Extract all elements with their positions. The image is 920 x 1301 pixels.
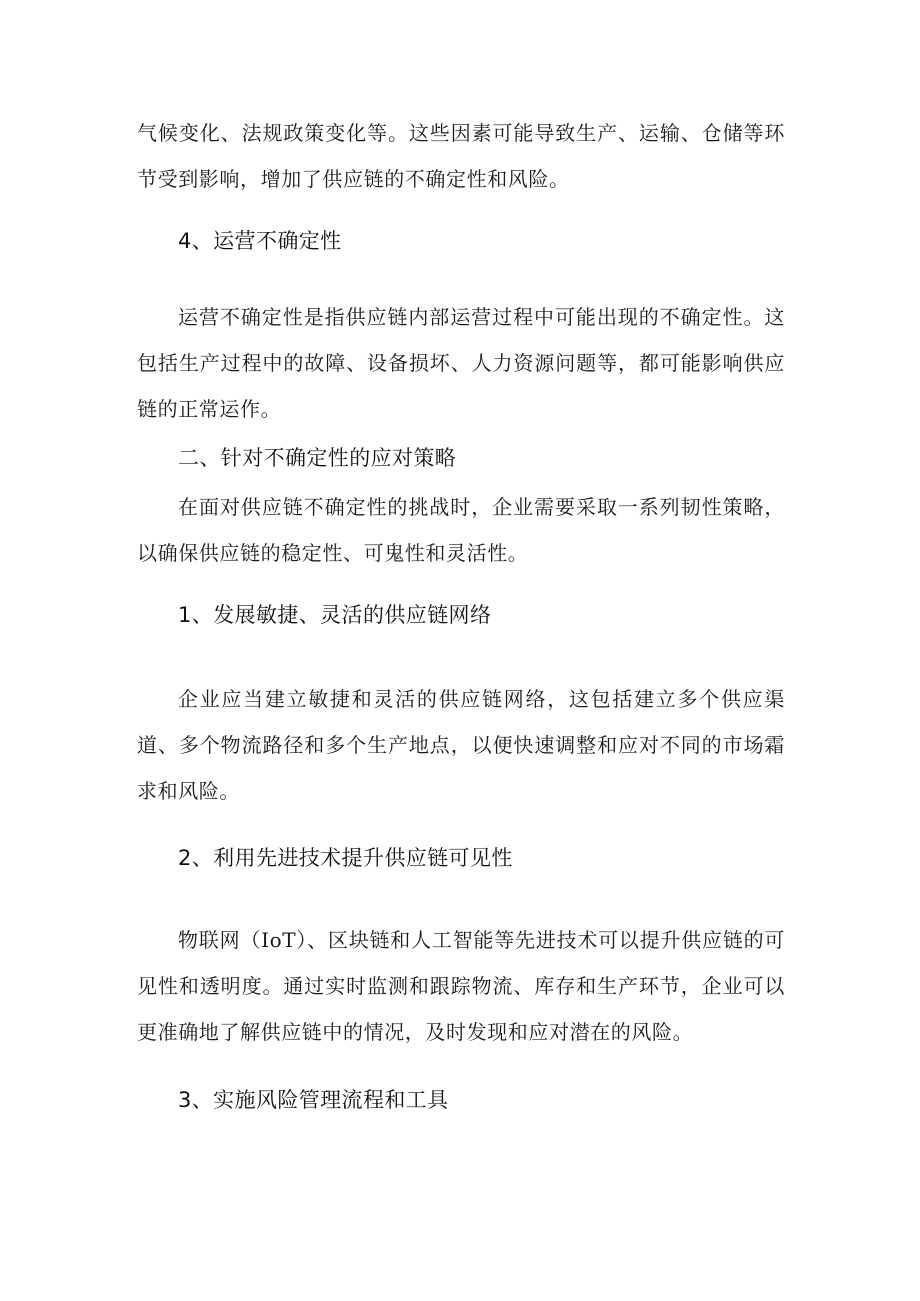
paragraph-strategies-intro: 在面对供应链不确定性的挑战时，企业需要采取一系列韧性策略，以确保供应链的稳定性、可鬼性和灵活性。 xyxy=(137,495,785,565)
heading-advanced-technology: 2、利用先进技术提升供应链可见性 xyxy=(178,846,513,870)
heading-risk-management: 3、实施风险管理流程和工具 xyxy=(178,1088,449,1112)
paragraph-operational-uncertainty: 运营不确定性是指供应链内部运营过程中可能出现的不确定性。这包括生产过程中的故障、设备损坏、人力资源问题等，都可能影响供应链的正常运作。 xyxy=(137,305,785,421)
paragraph-advanced-technology: 物联网（IoT）、区块链和人工智能等先进技术可以提升供应链的可见性和透明度。通过实时监测和跟踪物流、库存和生产环节，企业可以更准确地了解供应链中的情况，及时发现和应对潜在的风险。 xyxy=(137,928,785,1044)
paragraph-climate-factors: 气候变化、法规政策变化等。这些因素可能导致生产、运输、仓储等环节受到影响，增加了供应链的不确定性和风险。 xyxy=(137,121,785,191)
paragraph-agile-network: 企业应当建立敏捷和灵活的供应链网络，这包括建立多个供应渠道、多个物流路径和多个生产地点，以便快速调整和应对不同的市场霜求和风险。 xyxy=(137,687,785,803)
heading-agile-network: 1、发展敏捷、灵活的供应链网络 xyxy=(178,603,492,627)
heading-section-two-strategies: 二、针对不确定性的应对策略 xyxy=(178,446,457,470)
heading-operational-uncertainty: 4、运营不确定性 xyxy=(178,229,342,253)
